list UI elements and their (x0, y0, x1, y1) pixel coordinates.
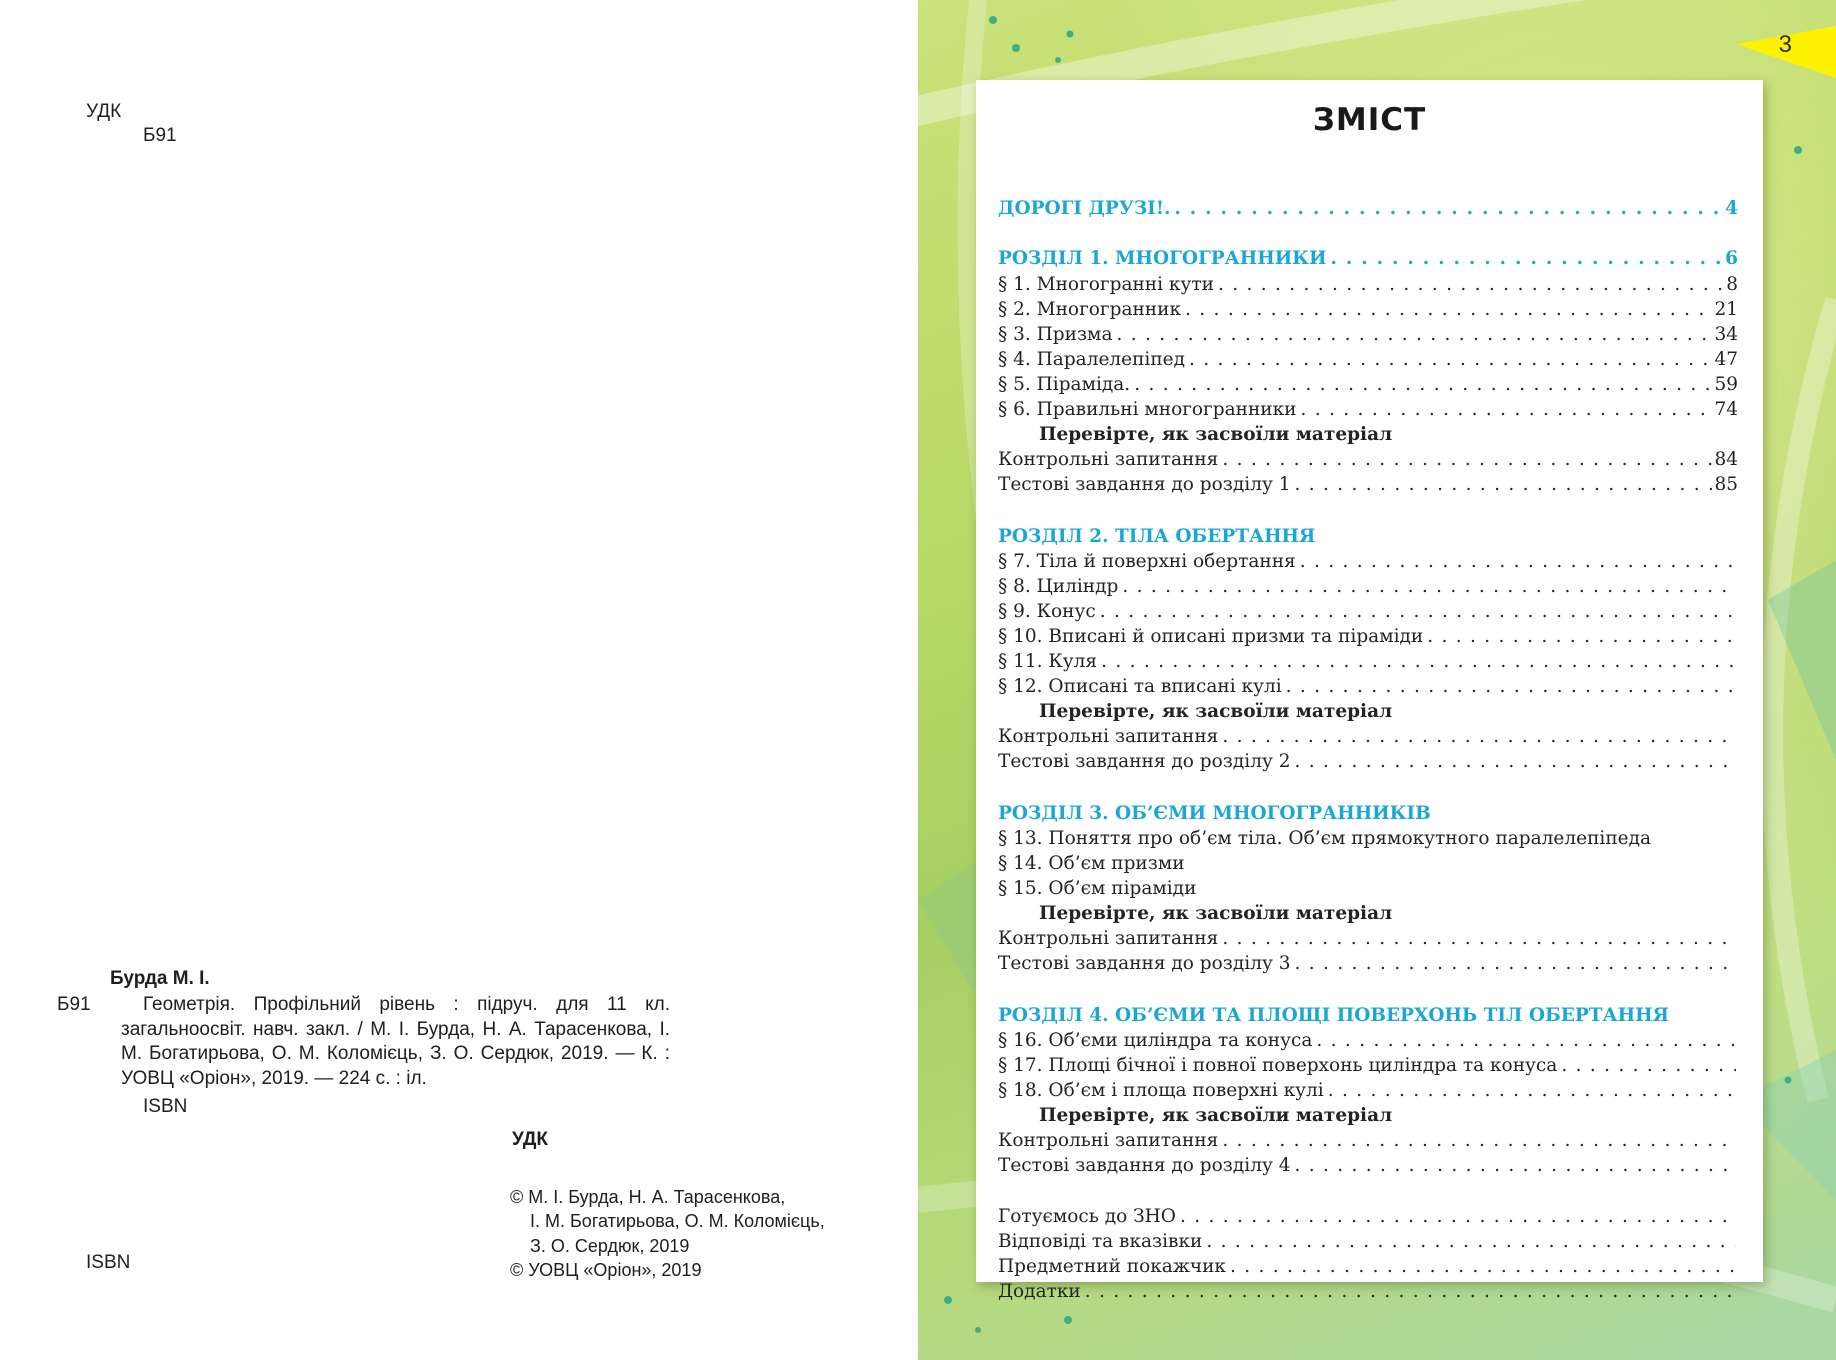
toc-entry[interactable] (998, 699, 1738, 724)
toc-entry[interactable] (998, 876, 1738, 901)
toc-entry-title: § 9. Конус (998, 601, 1096, 622)
toc-entry[interactable] (998, 372, 1738, 397)
toc-dot-leader (1222, 1128, 1736, 1153)
toc-dot-leader (1185, 297, 1712, 322)
toc-entry-title: Контрольні запитання (998, 726, 1219, 747)
toc-entry-title: § 14. Об’єм призми (998, 853, 1185, 874)
toc-entry-title: Контрольні запитання (998, 1130, 1219, 1151)
toc-page-number: 85 (1714, 474, 1738, 495)
toc-entry[interactable] (998, 1028, 1738, 1053)
toc-entry[interactable] (998, 1078, 1738, 1103)
toc-entry[interactable] (998, 599, 1738, 624)
toc-dot-leader (1122, 574, 1736, 599)
toc-dot-leader (1222, 447, 1712, 472)
toc-dot-leader (1222, 724, 1736, 749)
toc-entry[interactable] (998, 1279, 1738, 1304)
toc-section-heading[interactable] (998, 196, 1738, 221)
toc-entry[interactable] (998, 926, 1738, 951)
udk-code: Б91 (143, 125, 177, 146)
toc-entry-title: § 16. Об’єми циліндра та конуса (998, 1030, 1313, 1051)
toc-entry-title: РОЗДІЛ 1. МНОГОГРАННИКИ (998, 248, 1327, 269)
toc-entry-title: Перевірте, як засвоїли матеріал (1039, 903, 1393, 924)
toc-dot-leader (1116, 322, 1712, 347)
toc-entry[interactable] (998, 1053, 1738, 1078)
toc-entry[interactable] (998, 1229, 1738, 1254)
toc-entry[interactable] (998, 851, 1738, 876)
toc-entry[interactable] (998, 549, 1738, 574)
toc-entry-title: Тестові завдання до розділу 4 (998, 1155, 1291, 1176)
toc-entry-title: Відповіді та вказівки (998, 1231, 1203, 1252)
copyright-block (510, 1185, 825, 1282)
copyright-line: І. М. Богатирьова, О. М. Коломієць, (530, 1211, 825, 1232)
toc-dot-leader (1101, 649, 1736, 674)
toc-dot-leader (1300, 549, 1736, 574)
toc-entry[interactable] (998, 649, 1738, 674)
toc-dot-leader (1174, 196, 1723, 221)
bib-code: Б91 (57, 994, 91, 1015)
toc-page-number: 84 (1714, 449, 1738, 470)
table-of-contents (976, 80, 1763, 1302)
toc-entry-title: § 17. Площі бічної і повної поверхонь циліндра та конуса (998, 1055, 1558, 1076)
toc-entry[interactable] (998, 1153, 1738, 1178)
toc-title: ЗМІСТ (1312, 102, 1427, 138)
toc-dot-leader (1330, 246, 1723, 271)
toc-entry-title: § 5. Піраміда. (998, 374, 1131, 395)
toc-entry-title: § 6. Правильні многогранники (998, 399, 1297, 420)
toc-section-heading[interactable] (998, 801, 1738, 826)
udk-bottom: УДК (512, 1129, 548, 1150)
toc-entry-title: § 12. Описані та вписані кулі (998, 676, 1282, 697)
copyright-line: © УОВЦ «Оріон», 2019 (510, 1259, 702, 1280)
toc-dot-leader (1328, 1078, 1736, 1103)
udk-label: УДК (86, 101, 122, 122)
toc-dot-leader (1085, 1279, 1736, 1304)
toc-entry-title: Предметний покажчик (998, 1256, 1226, 1277)
toc-dot-leader (1100, 599, 1736, 624)
toc-page-number: 59 (1714, 374, 1738, 395)
toc-entry[interactable] (998, 272, 1738, 297)
toc-entry-title: Перевірте, як засвоїли матеріал (1039, 424, 1393, 445)
toc-entry[interactable] (998, 1254, 1738, 1279)
toc-entry-title: § 4. Паралелепіпед (998, 349, 1186, 370)
toc-dot-leader (1222, 926, 1736, 951)
toc-dot-leader (1134, 372, 1712, 397)
toc-dot-leader (1286, 674, 1736, 699)
toc-entry-title: ДОРОГІ ДРУЗІ!. (998, 198, 1171, 219)
toc-page-number: 21 (1714, 299, 1738, 320)
toc-page-number: 47 (1714, 349, 1738, 370)
toc-dot-leader (1218, 272, 1724, 297)
toc-entry[interactable] (998, 951, 1738, 976)
toc-entry-title: § 2. Многогранник (998, 299, 1182, 320)
toc-entry[interactable] (998, 397, 1738, 422)
toc-entry[interactable] (998, 1204, 1738, 1229)
toc-entry-title: § 1. Многогранні кути (998, 274, 1214, 295)
toc-dot-leader (1316, 1028, 1736, 1053)
toc-page-number: 74 (1714, 399, 1738, 420)
isbn-bottom: ISBN (86, 1252, 131, 1273)
toc-dot-leader (1294, 951, 1736, 976)
toc-dot-leader (1427, 624, 1736, 649)
toc-entry-title: РОЗДІЛ 4. ОБ’ЄМИ ТА ПЛОЩІ ПОВЕРХОНЬ ТІЛ ОБЕРТАННЯ (998, 1005, 1669, 1026)
author: Бурда М. І. (110, 968, 210, 989)
toc-entry-title: § 13. Поняття про об’єм тіла. Об’єм прямокутного паралелепіпеда (998, 828, 1652, 849)
page-number: 3 (1778, 31, 1792, 58)
toc-dot-leader (1561, 1053, 1736, 1078)
toc-entry-title: РОЗДІЛ 2. ТІЛА ОБЕРТАННЯ (998, 526, 1316, 547)
bib-description: Геометрія. Профільний рівень : підруч. для 11 кл. загальноосвіт. навч. закл. / М. І. Бурда, Н. А. Тарасенкова, І. М. Богатирьова, О. М. Коломієць, З. О. Сердюк, 2019. — К. : УОВЦ «Оріон», 2019. — 224 с. : іл. (121, 994, 670, 1089)
toc-entry[interactable] (998, 674, 1738, 699)
toc-entry[interactable] (998, 749, 1738, 774)
copyright-line: З. О. Сердюк, 2019 (530, 1235, 690, 1256)
toc-entry[interactable] (998, 574, 1738, 599)
toc-entry[interactable] (998, 826, 1738, 851)
toc-entry-title: § 15. Об’єм піраміди (998, 878, 1197, 899)
toc-entry[interactable] (998, 322, 1738, 347)
toc-entry[interactable] (998, 901, 1738, 926)
toc-entry[interactable] (998, 447, 1738, 472)
toc-page-number: 4 (1725, 198, 1738, 219)
toc-dot-leader (1301, 397, 1713, 422)
toc-dot-leader (1294, 1153, 1736, 1178)
toc-entry-title: § 8. Циліндр (998, 576, 1119, 597)
toc-entry-title: Готуємось до ЗНО (998, 1206, 1176, 1227)
toc-entry-title: Тестові завдання до розділу 3 (998, 953, 1291, 974)
toc-page-number: 8 (1726, 274, 1738, 295)
toc-dot-leader (1189, 347, 1712, 372)
copyright-line: © М. І. Бурда, Н. А. Тарасенкова, (510, 1187, 786, 1207)
toc-section-heading[interactable] (998, 246, 1738, 271)
toc-page-number: 6 (1725, 248, 1738, 269)
toc-entry-title: Контрольні запитання (998, 449, 1219, 470)
toc-entry-title: Перевірте, як засвоїли матеріал (1039, 701, 1393, 722)
toc-entry[interactable] (998, 1128, 1738, 1153)
toc-dot-leader (1294, 472, 1712, 497)
toc-entry-title: § 10. Вписані й описані призми та піраміди (998, 626, 1424, 647)
toc-dot-leader (1206, 1229, 1736, 1254)
toc-entry[interactable] (998, 1103, 1738, 1128)
toc-section-heading[interactable] (998, 1003, 1738, 1028)
toc-entry-title: Тестові завдання до розділу 2 (998, 751, 1291, 772)
toc-entry-title: Тестові завдання до розділу 1 (998, 474, 1291, 495)
toc-entry-title: § 3. Призма (998, 324, 1113, 345)
toc-entry[interactable] (998, 347, 1738, 372)
isbn-inline: ISBN (143, 1096, 188, 1117)
toc-entry-title: Перевірте, як засвоїли матеріал (1039, 1105, 1393, 1126)
toc-dot-leader (1180, 1204, 1736, 1229)
toc-entry-title: РОЗДІЛ 3. ОБ’ЄМИ МНОГОГРАННИКІВ (998, 803, 1431, 824)
toc-entry-title: Додатки (998, 1281, 1081, 1302)
toc-entry[interactable] (998, 624, 1738, 649)
toc-dot-leader (1294, 749, 1736, 774)
toc-entry[interactable] (998, 472, 1738, 497)
toc-page-number: 34 (1714, 324, 1738, 345)
toc-entry[interactable] (998, 724, 1738, 749)
toc-entry[interactable] (998, 422, 1738, 447)
toc-dot-leader (1230, 1254, 1736, 1279)
toc-entry-title: Контрольні запитання (998, 928, 1219, 949)
toc-section-heading[interactable] (998, 524, 1738, 549)
toc-entry-title: § 18. Об’єм і площа поверхні кулі (998, 1080, 1324, 1101)
toc-entry-title: § 11. Куля (998, 651, 1098, 672)
toc-entry-title: § 7. Тіла й поверхні обертання (998, 551, 1296, 572)
toc-entry[interactable] (998, 297, 1738, 322)
